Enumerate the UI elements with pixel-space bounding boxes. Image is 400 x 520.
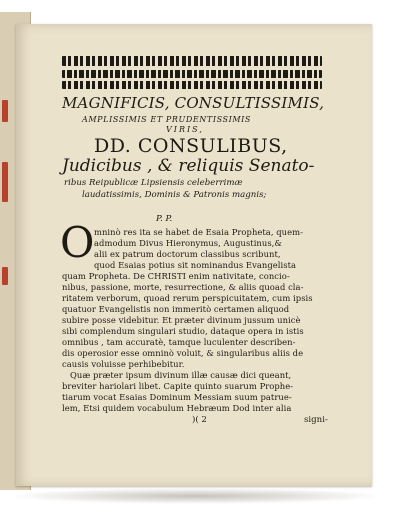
body-line: breviter hariolari libet. Capite quinto suarum Prophe- (62, 381, 294, 391)
body-line: subire posse videbitur. Et præter divinum jussum unicè (62, 315, 301, 325)
body-line: alii ex patrum doctorum classibus scribunt, (94, 249, 281, 259)
ornament-border-bottom (62, 81, 322, 89)
body-line: mninò res ita se habet de Esaia Propheta, quem- (94, 227, 304, 237)
body-line: lem, Etsi quidem vocabulum Hebræum Dod inter alia (62, 403, 292, 413)
book-page (16, 24, 372, 486)
body-line: dis operosior esse omninò voluit, & singularibus aliis de (62, 348, 304, 358)
book-shadow (6, 488, 386, 504)
body-line: omnibus , tam accuratè, tamque luculenter describen- (62, 337, 296, 347)
body-line: sibi complendum singulari studio, dataque opera in istis (62, 326, 304, 336)
red-title-mark (2, 267, 8, 285)
body-line: admodum Divus Hieronymus, Augustinus,& (94, 238, 282, 248)
body-line: ritatem verborum, quoad rerum perspicuitatem, cum ipsis (62, 293, 313, 303)
heading-consulibus: DD. CONSULIBUS, (94, 135, 288, 157)
body-line: quam Propheta. De CHRISTI enim nativitate, concio- (62, 271, 290, 281)
body-line: quod Esaias potius sit nominandus Evangelista (94, 260, 297, 270)
heading-pp: P. P. (156, 214, 173, 224)
heading-magnificis: MAGNIFICIS, CONSULTISSIMIS, (62, 94, 325, 112)
body-line: Quæ præter ipsum divinum illæ causæ dici queant, (70, 370, 292, 380)
ornament-border-middle (62, 70, 322, 78)
red-title-mark (2, 100, 8, 122)
heading-viris: VIRIS, (166, 125, 204, 134)
body-line: causis voluisse perhibebitur. (62, 359, 185, 369)
heading-amplissimis: AMPLISSIMIS ET PRUDENTISSIMIS (82, 115, 252, 124)
body-line: quatuor Evangelistis non immeritò certamen aliquod (62, 304, 290, 314)
drop-cap-letter: O (60, 218, 95, 267)
catchword: signi- (304, 415, 328, 425)
red-title-mark (2, 162, 8, 202)
heading-judicibus: Judicibus , & reliquis Senato- (62, 156, 315, 176)
body-line: nibus, passione, morte, resurrectione, & aliis quoad cla- (62, 282, 304, 292)
signature-mark: )( 2 (192, 415, 207, 425)
heading-reipublicae: ribus Reipublicæ Lipsiensis celeberrimæ (64, 178, 243, 188)
body-line: tiarum vocat Esaias Dominum Messiam suum patrue- (62, 392, 292, 402)
ornament-border-top (62, 56, 322, 66)
heading-dominis: laudatissimis, Dominis & Patronis magnis; (82, 190, 267, 200)
